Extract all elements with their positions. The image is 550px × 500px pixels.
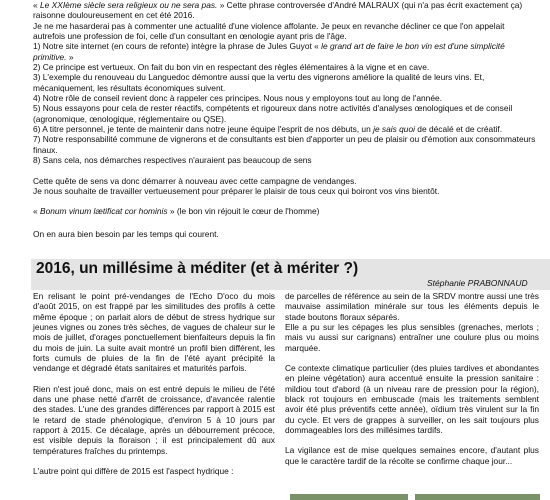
article-author: Stéphanie PRABONNAUD	[427, 278, 528, 288]
editorial-point-6: 6) A titre personnel, je tente de maintenir dans notre jeune équipe l'esprit de nos débuts, un je sais quoi de décalé et de créatif.	[33, 124, 503, 135]
article-title: 2016, un millésime à méditer (et à mériter ?)	[36, 260, 359, 277]
editorial-point-1: 1) Notre site internet (en cours de refonte) intègre la phrase de Jules Guyot « le grand art de faire le bon vin est d'une simplicité primitive. »	[33, 41, 505, 62]
editorial-point-3: 3) L'exemple du renouveau du Languedoc démontre aussi que la vertu des vignerons améliore la qualité de leurs vins. Et, mécaniquement, les résultats économiques suivent.	[33, 72, 485, 93]
editorial-point-2: 2) Ce principe est vertueux. On fait du bon vin en respectant des règles élémentaires à la vigne et en cave.	[33, 62, 430, 73]
editorial-point-7: 7) Notre responsabilité commune de vignerons et de consultants est bien d'apporter un peu de plaisir ou d'émotion aux consommateurs finaux.	[33, 134, 536, 155]
editorial-point-8: 8) Sans cela, nos démarches respectives n'auraient pas beaucoup de sens	[33, 155, 312, 166]
article-paragraph: Ce contexte climatique particulier (des pluies tardives et abondantes en pleine végétation) aura accentué ensuite la pression sanitaire : mildiou tout d'abord (à un niveau rare de pression pour la région), black rot toujours en embuscade (mais les traitements semblent avoir été plus préventifs cette année), oïdium très virulent sur la fin du cycle. Et vers de grappes à surveiller, on les sait toujours plus dommageables lors des millésimes tardifs.	[285, 363, 539, 436]
article-column-left	[33, 291, 275, 477]
article-paragraph: L'autre point qui diffère de 2015 est l'aspect hydrique :	[33, 466, 234, 477]
article-paragraph: Rien n'est joué donc, mais on est entré depuis le milieu de l'été dans une phase netté d'arrêt de croissance, d'avancée ralentie des stades. L'une des grandes différences par rapport à 2015 est le retard de stade phénologique, d'environ 5 à 10 jours par rapport à 2015. Ce décalage, après un débourrement précoce, est visible depuis la floraison ; il est principalement dû aux températures fraîches du printemps.	[33, 383, 275, 456]
vineyard-photo-right	[415, 494, 540, 500]
article-column-right	[285, 291, 539, 466]
editorial-point-4: 4) Notre rôle de conseil revient donc à rappeler ces principes. Nous nous y employons tout au long de l'année.	[33, 93, 442, 104]
editorial-closing-1: Cette quête de sens va donc démarrer à nouveau avec cette campagne de vendanges.	[33, 175, 357, 186]
editorial-paragraph-1: « Le XXIème siècle sera religieux ou ne sera pas. » Cette phrase controversée d'André MALRAUX (qui n'a pas écrit exactement ça) raisonne douloureusement en cet été 2016.	[33, 0, 523, 21]
editorial-closing-3: On en aura bien besoin par les temps qui courent.	[33, 228, 219, 239]
article-paragraph: Elle a pu sur les cépages les plus sensibles (grenaches, merlots ; mais vu aussi sur carignans) entraîner une coulure plus ou moins marquée.	[285, 322, 539, 353]
article-paragraph: En relisant le point pré-vendanges de l'Echo D'oco du mois d'août 2015, on est frappé par les similitudes des profils à cette même époque ; on parlait alors de début de stress hydrique sur jeunes vignes ou zones très sèches, de vagues de chaleur sur le mois de juillet, d'orages ponctuellement bienfaiteurs depuis la fin du mois de juin. La suite avait montré un profil bien différent, les forts cumuls de pluies de la fin de l'été ayant précipité la vendange et dégradé états sanitaires et maturités parfois.	[33, 291, 275, 374]
latin-quote: « Bonum vinum lætificat cor hominis » (le bon vin réjouit le cœur de l'homme)	[33, 206, 320, 217]
editorial-body	[33, 0, 538, 239]
editorial-point-5: 5) Nous essayons pour cela de rester réactifs, compétents et rigoureux dans notre activités d'analyses œnologiques et de conseil (agronomique, œnologique, réglementaire ou QSE).	[33, 103, 513, 124]
article-paragraph: La vigilance est de mise quelques semaines encore, d'autant plus que le caractère tardif de la récolte se confirme chaque jour...	[285, 445, 539, 466]
editorial-paragraph-2: Je ne me hasarderai pas à commenter une actualité d'une violence affolante. Je peux en revanche décliner ce que l'on appelait autrefois une profession de foi, celle d'un consultant en œnologie ayant pris de l'âge.	[33, 20, 505, 42]
vineyard-photo-left	[290, 494, 408, 500]
article-paragraph: de parcelles de référence au sein de la SRDV montre aussi une très mauvaise assimilation minérale sur tous les éléments depuis le stade boutons floraux séparés.	[285, 291, 539, 322]
editorial-closing-2: Je nous souhaite de travailler vertueusement pour préparer le plaisir de tous ceux qui boiront vos vins bientôt.	[33, 185, 440, 196]
